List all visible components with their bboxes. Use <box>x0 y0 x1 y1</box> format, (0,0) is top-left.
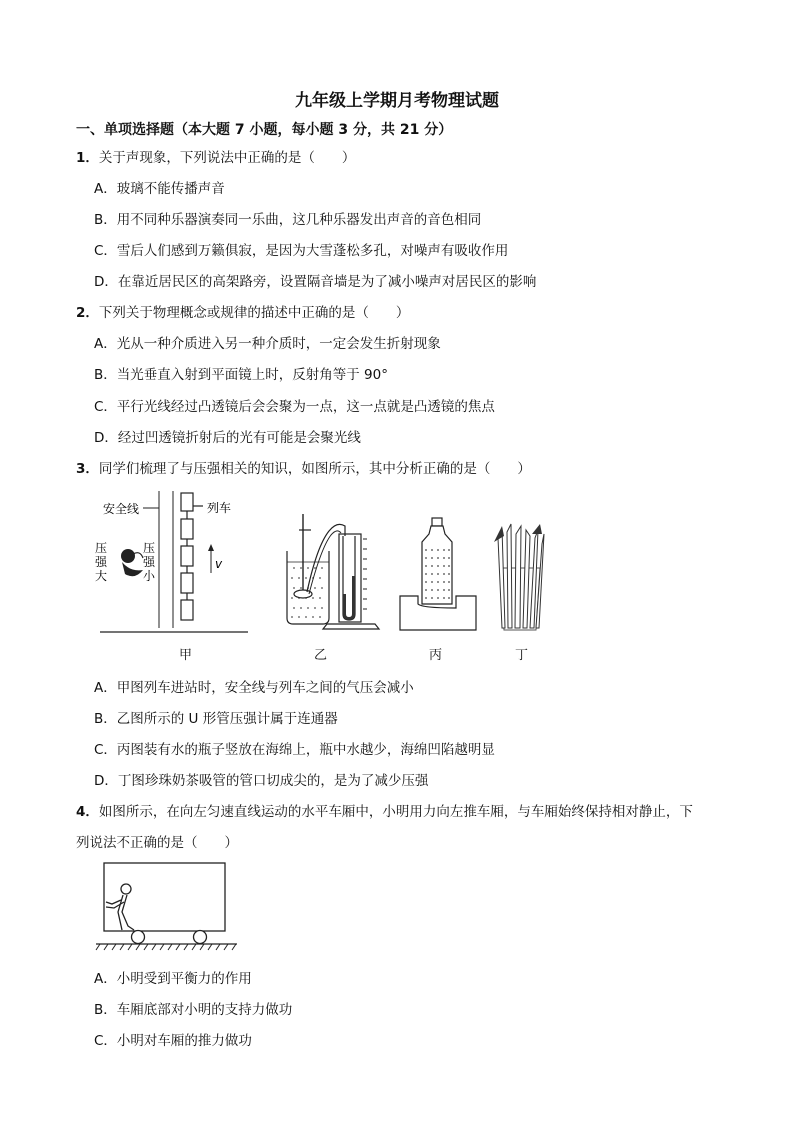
question-number: 2． <box>76 305 99 321</box>
q4-option-c: C．小明对车厢的推力做功 <box>94 1033 252 1049</box>
q2-option-a: A．光从一种介质进入另一种介质时，一定会发生折射现象 <box>94 336 441 352</box>
question-2 <box>76 301 409 321</box>
question-stem: 关于声现象，下列说法中正确的是（ ） <box>98 150 356 166</box>
figure-caption-ding: 丁 <box>515 648 529 663</box>
q4-option-a: A．小明受到平衡力的作用 <box>94 971 252 987</box>
q3-option-c: C．丙图装有水的瓶子竖放在海绵上，瓶中水越少，海绵凹陷越明显 <box>94 742 495 758</box>
figure-milk-tea-straws <box>490 520 550 632</box>
section-heading: 一、单项选择题（本大题 7 小题，每小题 3 分，共 21 分） <box>76 122 453 138</box>
figure-caption-bing: 丙 <box>429 648 443 663</box>
pressure-large-label: 压 <box>95 541 108 555</box>
pressure-small-label: 小 <box>143 569 156 583</box>
velocity-label: v <box>215 557 223 571</box>
figure-caption-jia: 甲 <box>179 648 193 663</box>
q1-option-a: A．玻璃不能传播声音 <box>94 181 225 197</box>
q1-option-d: D．在靠近居民区的高架路旁，设置隔音墙是为了减小噪声对居民区的影响 <box>94 274 537 290</box>
question-number: 4． <box>76 804 99 820</box>
pressure-small-label: 强 <box>143 555 156 569</box>
pressure-small-label: 压 <box>143 541 156 555</box>
pressure-large-label: 大 <box>95 569 108 583</box>
figure-u-tube-manometer <box>279 506 384 631</box>
q3-option-d: D．丁图珍珠奶茶吸管的管口切成尖的，是为了减少压强 <box>94 773 429 789</box>
figure-person-in-carriage <box>96 860 241 955</box>
question-4-continuation: 列说法不正确的是（ ） <box>76 835 238 851</box>
q2-option-d: D．经过凹透镜折射后的光有可能是会聚光线 <box>94 430 361 446</box>
q1-option-b: B．用不同种乐器演奏同一乐曲，这几种乐器发出声音的音色相同 <box>94 212 482 228</box>
question-stem: 如图所示，在向左匀速直线运动的水平车厢中，小明用力向左推车厢，与车厢始终保持相对静止，下 <box>98 804 693 820</box>
q2-option-c: C．平行光线经过凸透镜后会会聚为一点，这一点就是凸透镜的焦点 <box>94 399 495 415</box>
page-title: 九年级上学期月考物理试题 <box>295 91 499 111</box>
q3-option-b: B．乙图所示的 U 形管压强计属于连通器 <box>94 711 338 727</box>
figure-caption-yi: 乙 <box>314 648 328 663</box>
question-4 <box>76 800 693 820</box>
safety-line-label: 安全线 <box>103 502 140 516</box>
figure-train-platform <box>95 488 255 638</box>
question-number: 1． <box>76 150 99 166</box>
q2-option-b: B．当光垂直入射到平面镜上时，反射角等于 90° <box>94 367 388 383</box>
q1-option-c: C．雪后人们感到万籁俱寂，是因为大雪蓬松多孔，对噪声有吸收作用 <box>94 243 509 259</box>
question-number: 3． <box>76 461 99 477</box>
question-stem: 同学们梳理了与压强相关的知识，如图所示，其中分析正确的是（ ） <box>98 461 531 477</box>
q4-option-b: B．车厢底部对小明的支持力做功 <box>94 1002 293 1018</box>
train-label: 列车 <box>207 501 232 515</box>
question-stem: 下列关于物理概念或规律的描述中正确的是（ ） <box>98 305 410 321</box>
person-figure <box>121 549 143 576</box>
q3-option-a: A．甲图列车进站时，安全线与列车之间的气压会减小 <box>94 680 414 696</box>
figure-bottle-on-sponge <box>398 516 478 634</box>
question-3 <box>76 457 531 477</box>
question-1 <box>76 146 355 166</box>
pressure-large-label: 强 <box>95 555 108 569</box>
